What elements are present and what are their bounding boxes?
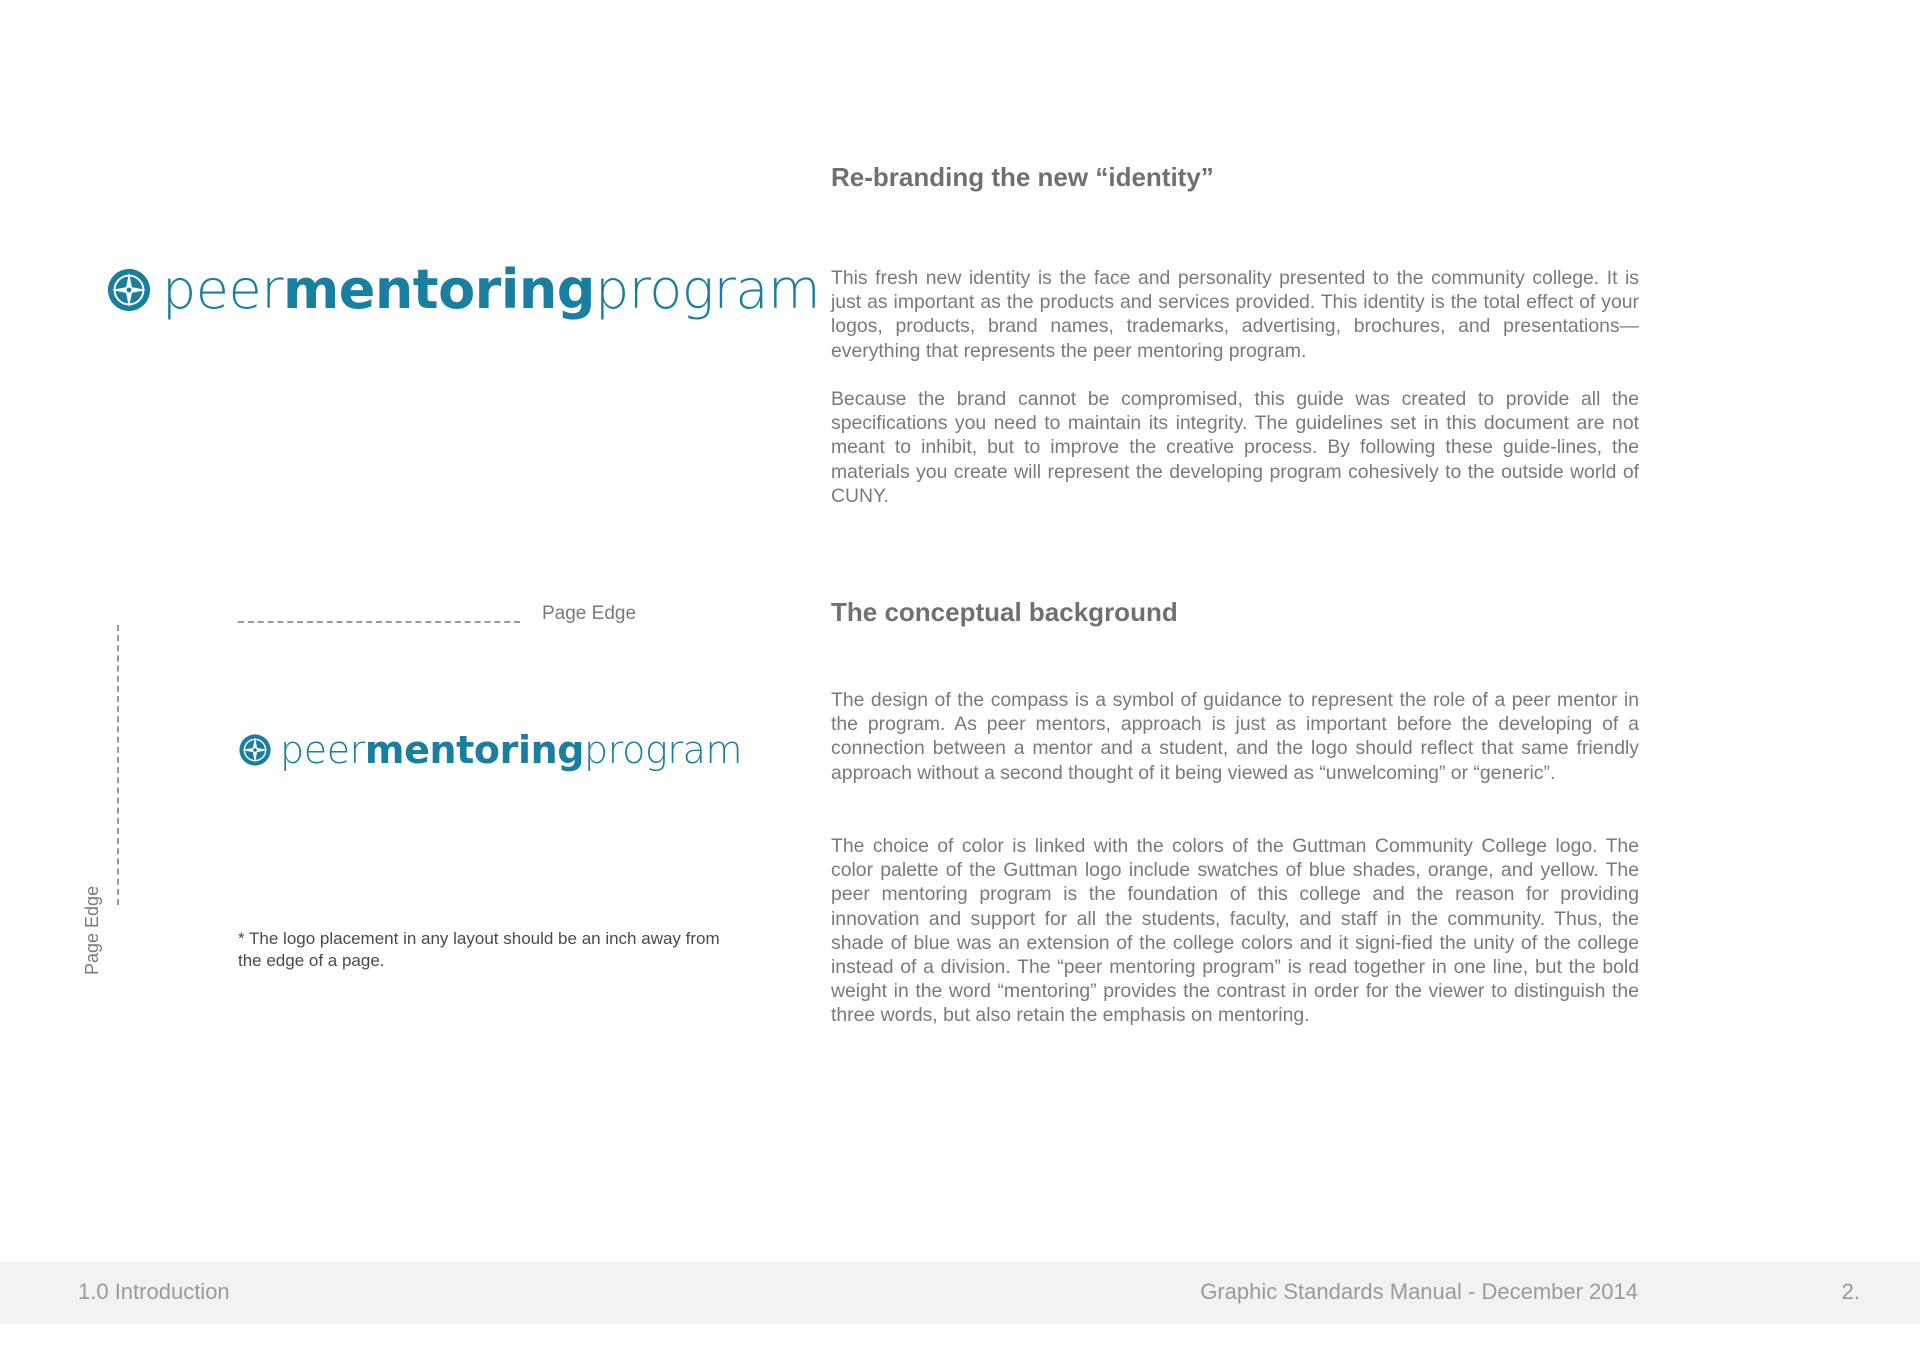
section-heading-rebranding: Re-branding the new “identity” [831, 162, 1214, 192]
compass-icon [106, 267, 152, 313]
logo-word-mentoring: mentoring [364, 728, 585, 772]
footer [0, 1262, 1920, 1324]
logo-word-peer: peer [280, 728, 365, 772]
page-edge-label-vertical: Page Edge [82, 885, 102, 975]
paragraph: This fresh new identity is the face and personality presented to the community college. It is just as important as the products and services provided. This identity is the total effect of your logos, products, brand names, trademarks, advertising, brochures, and presentations— everything that represents the peer mentoring program. [831, 267, 1639, 362]
logo-small [238, 728, 742, 772]
page-edge-label-horizontal: Page Edge [542, 603, 637, 624]
paragraph: The choice of color is linked with the colors of the Guttman Community College logo. The color palette of the Guttman logo include swatches of blue shades, orange, and yellow. The peer mentoring program is the foundation of this college and the reason for providing innovation and support for all the students, faculty, and staff in the community. Thus, the shade of blue was an extension of the college colors and it signi-fied the unity of the college instead of a division. The “peer mentoring program” is read together in one line, but the bold weight in the word “mentoring” provides the contrast in order for the viewer to distinguish the three words, but also retain the emphasis on mentoring. [831, 835, 1639, 1027]
logo-placement-note: * The logo placement in any layout should be an inch away from the edge of a page. [238, 929, 720, 970]
logo-word-program: program [584, 728, 743, 772]
page-number: 2. [1841, 1279, 1860, 1304]
logo-word-peer: peer [162, 258, 283, 321]
section-heading-conceptual: The conceptual background [831, 597, 1178, 627]
paragraph: The design of the compass is a symbol of guidance to represent the role of a peer mentor in the program. As peer mentors, approach is just as important before the developing of a connection between a mentor and a student, and the logo should reflect that same friendly approach without a second thought of it being viewed as “unwelcoming” or “generic”. [831, 689, 1639, 784]
logo-large [106, 258, 820, 321]
logo-word-mentoring: mentoring [282, 258, 595, 321]
footer-section: 1.0 Introduction [78, 1279, 230, 1304]
compass-icon [238, 733, 272, 767]
footer-manual-title: Graphic Standards Manual - December 2014 [1200, 1279, 1638, 1304]
page-edge-guide-horizontal [238, 621, 520, 623]
page-edge-guide-vertical [117, 625, 119, 905]
logo-word-program: program [594, 258, 821, 321]
paragraph: Because the brand cannot be compromised, this guide was created to provide all the specifications you need to maintain its integrity. The guidelines set in this document are not meant to inhibit, but to improve the creative process. By following these guide-lines, the materials you create will represent the developing program cohesively to the outside world of CUNY. [831, 388, 1639, 507]
